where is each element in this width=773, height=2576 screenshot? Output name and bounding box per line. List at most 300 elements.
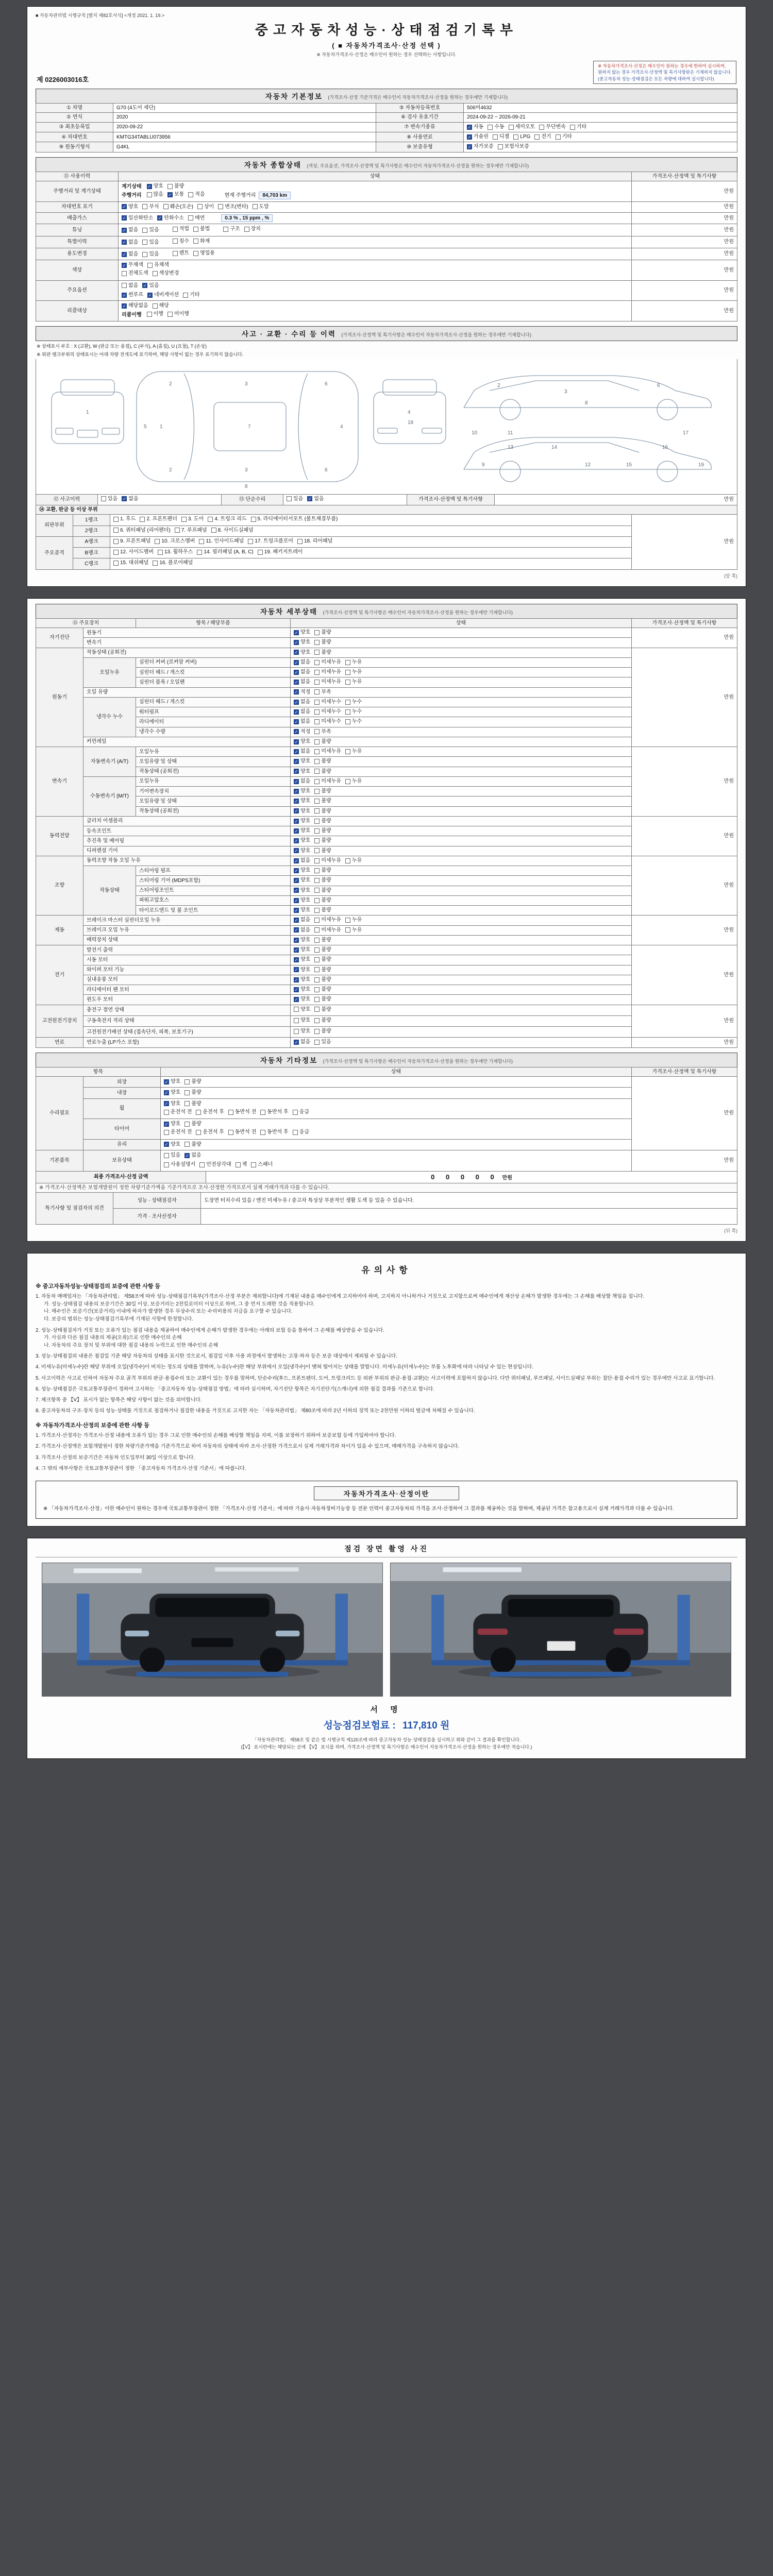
checkbox-checked[interactable]: ✓ — [122, 293, 126, 298]
checkbox-unchecked[interactable] — [228, 1130, 233, 1135]
checkbox-unchecked[interactable] — [345, 700, 350, 705]
checkbox-unchecked[interactable] — [345, 660, 350, 665]
checkbox-unchecked[interactable] — [314, 729, 320, 734]
checkbox-unchecked[interactable] — [211, 528, 216, 533]
checkbox-unchecked[interactable] — [314, 759, 320, 764]
checkbox-label: 전기 — [541, 134, 551, 140]
checkbox-unchecked[interactable] — [193, 239, 198, 244]
checkbox-unchecked[interactable] — [513, 134, 518, 140]
checkbox-label: 불량 — [321, 828, 331, 834]
checkbox-option — [147, 183, 163, 190]
checkbox-unchecked[interactable] — [184, 1090, 190, 1095]
checkbox-label: 14. 필러패널 (A, B, C) — [204, 549, 254, 555]
checkbox-checked[interactable]: ✓ — [294, 898, 298, 903]
checkbox-groups — [122, 262, 182, 269]
checkbox-unchecked[interactable] — [314, 898, 320, 903]
checkbox-checked[interactable]: ✓ — [122, 240, 126, 245]
checkbox-unchecked[interactable] — [314, 630, 320, 635]
checkbox-checked[interactable]: ✓ — [143, 283, 147, 289]
checkbox-checked[interactable]: ✓ — [467, 125, 472, 130]
checkbox-groups — [294, 719, 375, 725]
checkbox-unchecked[interactable] — [184, 1122, 190, 1127]
checkbox-checked[interactable]: ✓ — [294, 878, 298, 884]
notice-item — [36, 1454, 737, 1462]
checkbox-unchecked[interactable] — [314, 680, 320, 685]
checkbox-unchecked[interactable] — [293, 1130, 298, 1135]
checkbox-unchecked[interactable] — [260, 1110, 265, 1115]
overall-row — [36, 236, 737, 248]
field-value: 2020 — [113, 113, 376, 123]
checkbox-label: 불량 — [191, 1079, 201, 1085]
line-prefix: 주행거리 — [122, 192, 142, 198]
option-group — [294, 758, 335, 765]
checkbox-option — [314, 1028, 331, 1035]
checkbox-label: 불량 — [321, 1028, 331, 1035]
checkbox-unchecked[interactable] — [570, 125, 575, 130]
checkbox-checked[interactable]: ✓ — [294, 819, 298, 824]
signature-note: (【V】 표시란에는 해당되는 곳에 【V】 표시를 하며, 가격조사·산정액 및 특기사항은 매수인이 자동차가격조사·산정을 원하는 경우에만 적습니다.) — [241, 1744, 532, 1750]
overall-row — [36, 301, 737, 321]
checkbox-unchecked[interactable] — [314, 977, 320, 982]
field-label: ⑧ 사용연료 — [376, 132, 464, 142]
checkbox-unchecked[interactable] — [184, 1079, 190, 1084]
checkbox-unchecked[interactable] — [253, 204, 258, 209]
checkbox-option — [244, 226, 261, 233]
checkbox-checked[interactable]: ✓ — [467, 145, 472, 150]
field-label: ⑥ 검사 유효기간 — [376, 113, 464, 123]
checkbox-option — [211, 527, 254, 534]
checkbox-unchecked[interactable] — [294, 1029, 299, 1034]
checkbox-option — [184, 1089, 201, 1096]
checkbox-unchecked[interactable] — [173, 239, 178, 244]
checkbox-unchecked[interactable] — [314, 908, 320, 913]
checkbox-checked[interactable]: ✓ — [164, 1079, 169, 1084]
checkbox-label: 불량 — [191, 1100, 201, 1107]
checkbox-unchecked[interactable] — [314, 957, 320, 962]
checkbox-unchecked[interactable] — [488, 125, 493, 130]
state-cell — [291, 816, 632, 826]
item-label: 작동상태 (공회전) — [136, 767, 291, 776]
checkbox-unchecked[interactable] — [122, 271, 127, 276]
price-cell: 만원 — [632, 224, 737, 236]
checkbox-label: 불량 — [321, 897, 331, 903]
checkbox-unchecked[interactable] — [314, 689, 320, 694]
checkbox-groups — [294, 1040, 345, 1045]
checkbox-unchecked[interactable] — [345, 927, 350, 933]
item-label: 외장 — [83, 1077, 161, 1088]
checkbox-unchecked[interactable] — [155, 539, 160, 544]
checkbox-unchecked[interactable] — [197, 550, 202, 555]
checkbox-unchecked[interactable] — [314, 858, 320, 863]
checkbox-label: 양호 — [300, 907, 311, 913]
checkbox-unchecked[interactable] — [314, 987, 320, 992]
checkbox-option — [556, 133, 572, 141]
checkbox-unchecked[interactable] — [260, 1130, 265, 1135]
checkbox-checked[interactable]: ✓ — [294, 888, 298, 893]
history-label: 주행거리 및 계기상태 — [36, 181, 119, 202]
checkbox-unchecked[interactable] — [534, 134, 540, 140]
checkbox-unchecked[interactable] — [153, 561, 158, 566]
checkbox-unchecked[interactable] — [314, 927, 320, 933]
checkbox-checked[interactable]: ✓ — [147, 184, 151, 189]
checkbox-unchecked[interactable] — [196, 1130, 201, 1135]
price-cell: 만원 — [632, 1005, 737, 1038]
field-label: 가격조사·산정액 및 특기사항 — [407, 494, 495, 505]
field-label: ⑨ 원동기형식 — [36, 142, 113, 152]
field-label: ④ 차대번호 — [36, 132, 113, 142]
checkbox-unchecked[interactable] — [493, 134, 498, 140]
checkbox-label: 양호 — [300, 788, 311, 794]
checkbox-unchecked[interactable] — [314, 799, 320, 804]
checkbox-unchecked[interactable] — [199, 1162, 205, 1167]
sub-group-label: 자동변속기 (A/T) — [83, 747, 136, 777]
checkbox-unchecked[interactable] — [113, 517, 119, 522]
form-reference: ■ 자동차관리법 시행규칙 [별지 제82호서식] <개정 2021. 1. 19.> — [36, 13, 164, 18]
checkbox-unchecked[interactable] — [188, 192, 193, 197]
checkbox-checked[interactable]: ✓ — [294, 670, 298, 675]
document-subtitle: ( ■ 자동차가격조사·산정 선택 ) — [332, 42, 441, 49]
checkbox-label: 15. 대쉬패널 — [120, 560, 149, 566]
checkbox-unchecked[interactable] — [142, 204, 147, 209]
item-label: 휠 — [83, 1098, 161, 1119]
checkbox-unchecked[interactable] — [314, 838, 320, 843]
device-label: 제동 — [36, 916, 83, 945]
checkbox-checked[interactable]: ✓ — [164, 1142, 169, 1147]
checkbox-groups — [113, 518, 351, 523]
checkbox-checked[interactable]: ✓ — [294, 709, 298, 715]
checkbox-unchecked[interactable] — [314, 1029, 320, 1034]
notice-item — [36, 1293, 737, 1323]
checkbox-checked[interactable]: ✓ — [308, 497, 312, 502]
checkbox-unchecked[interactable] — [164, 1110, 169, 1115]
checkbox-unchecked[interactable] — [164, 1130, 169, 1135]
checkbox-unchecked[interactable] — [122, 283, 127, 288]
detail-row — [36, 1005, 737, 1015]
checkbox-unchecked[interactable] — [163, 204, 169, 209]
checkbox-checked[interactable]: ✓ — [122, 303, 126, 309]
checkbox-unchecked[interactable] — [294, 1018, 299, 1023]
checkbox-label: 스패너 — [258, 1162, 273, 1168]
checkbox-checked[interactable]: ✓ — [122, 216, 126, 221]
checkbox-checked[interactable]: ✓ — [294, 720, 298, 725]
checkbox-checked[interactable]: ✓ — [294, 938, 298, 943]
checkbox-checked[interactable]: ✓ — [122, 252, 126, 257]
state-cell — [291, 1038, 632, 1047]
checkbox-unchecked[interactable] — [314, 947, 320, 953]
checkbox-option — [193, 226, 210, 233]
checkbox-unchecked[interactable] — [314, 878, 320, 883]
checkbox-unchecked[interactable] — [228, 1110, 233, 1115]
checkbox-unchecked[interactable] — [153, 271, 158, 276]
checkbox-unchecked[interactable] — [251, 517, 256, 522]
section-note: (가격조사·산정액 및 특기사항은 매수인이 자동차가격조사·산정을 원하는 경우에만 기재합니다) — [323, 1058, 513, 1064]
svg-text:12: 12 — [585, 462, 591, 468]
checkbox-unchecked[interactable] — [287, 496, 292, 501]
checkbox-unchecked[interactable] — [153, 303, 158, 309]
checkbox-unchecked[interactable] — [101, 496, 106, 501]
checkbox-unchecked[interactable] — [314, 808, 320, 814]
checkbox-checked[interactable]: ✓ — [294, 947, 298, 953]
checkbox-unchecked[interactable] — [113, 561, 119, 566]
checkbox-label: 양호 — [300, 808, 311, 814]
checkbox-unchecked[interactable] — [183, 293, 188, 298]
option-group — [164, 1129, 313, 1136]
checkbox-checked[interactable]: ✓ — [164, 1101, 169, 1107]
checkbox-checked[interactable]: ✓ — [185, 1153, 189, 1158]
state-cell — [291, 776, 632, 786]
checkbox-checked[interactable]: ✓ — [168, 193, 172, 198]
checkbox-unchecked[interactable] — [258, 550, 263, 555]
checkbox-checked[interactable]: ✓ — [294, 779, 298, 784]
checkbox-unchecked[interactable] — [314, 1018, 320, 1023]
checkbox-checked[interactable]: ✓ — [294, 928, 298, 933]
checkbox-checked[interactable]: ✓ — [294, 690, 298, 695]
checkbox-checked[interactable]: ✓ — [294, 680, 298, 685]
suffix-value: 84,703 km — [259, 192, 291, 200]
checkbox-option — [164, 1129, 192, 1136]
checkbox-unchecked[interactable] — [314, 997, 320, 1002]
checkbox-groups — [164, 1100, 215, 1108]
checkbox-label: 도말 — [259, 204, 269, 210]
checkbox-label: 양호 — [300, 957, 311, 963]
checkbox-checked[interactable]: ✓ — [294, 789, 298, 794]
checkbox-unchecked[interactable] — [173, 227, 178, 232]
checkbox-option — [122, 215, 153, 222]
checkbox-unchecked[interactable] — [314, 670, 320, 675]
checkbox-unchecked[interactable] — [248, 539, 253, 544]
checkbox-checked[interactable]: ✓ — [294, 828, 298, 834]
checkbox-option — [294, 848, 310, 855]
checkbox-unchecked[interactable] — [184, 1142, 190, 1147]
checkbox-checked[interactable]: ✓ — [294, 799, 298, 804]
checkbox-option — [163, 204, 193, 211]
checkbox-checked[interactable]: ✓ — [294, 1040, 298, 1045]
checkbox-unchecked[interactable] — [314, 888, 320, 893]
checkbox-checked[interactable]: ✓ — [294, 700, 298, 705]
checkbox-unchecked[interactable] — [345, 709, 350, 715]
checkbox-unchecked[interactable] — [199, 539, 204, 544]
checkbox-unchecked[interactable] — [218, 204, 223, 209]
svg-text:2: 2 — [497, 382, 500, 388]
checkbox-unchecked[interactable] — [314, 967, 320, 972]
checkbox-unchecked[interactable] — [314, 719, 320, 724]
checkbox-unchecked[interactable] — [345, 858, 350, 863]
checkbox-label: LPG — [520, 134, 531, 140]
checkbox-unchecked[interactable] — [345, 918, 350, 923]
checkbox-label: 양호 — [300, 838, 311, 844]
rank-row — [36, 515, 737, 526]
checkbox-checked[interactable]: ✓ — [294, 759, 298, 765]
notice-text: 7. 체크항목 중 【V】 표시가 없는 항목은 해당 사항이 없는 것을 의미합니다. — [36, 1397, 202, 1403]
checkbox-groups — [294, 848, 345, 854]
checkbox-checked[interactable]: ✓ — [294, 839, 298, 844]
checkbox-unchecked[interactable] — [113, 550, 119, 555]
checkbox-checked[interactable]: ✓ — [294, 730, 298, 735]
checkbox-unchecked[interactable] — [314, 700, 320, 705]
checkbox-label: 5. 라디에이터서포트 (볼트체결부품) — [257, 516, 338, 522]
checkbox-unchecked[interactable] — [184, 1101, 190, 1106]
checkbox-checked[interactable]: ✓ — [467, 134, 472, 140]
checkbox-checked[interactable]: ✓ — [148, 293, 152, 298]
checkbox-unchecked[interactable] — [314, 779, 320, 784]
checkbox-unchecked[interactable] — [142, 240, 147, 245]
checkbox-checked[interactable]: ✓ — [294, 997, 298, 1003]
checkbox-groups — [294, 927, 375, 933]
checkbox-unchecked[interactable] — [147, 192, 152, 197]
checkbox-checked[interactable]: ✓ — [294, 739, 298, 744]
price-cell: 만원 — [632, 515, 737, 569]
checkbox-groups — [122, 250, 228, 258]
checkbox-unchecked[interactable] — [164, 1162, 169, 1167]
checkbox-label: 양호 — [300, 937, 311, 943]
checkbox-unchecked[interactable] — [142, 252, 147, 257]
state-cell — [119, 224, 632, 236]
checkbox-unchecked[interactable] — [167, 312, 173, 317]
checkbox-unchecked[interactable] — [314, 828, 320, 834]
checkbox-checked[interactable]: ✓ — [158, 216, 162, 221]
notice-text: 3. 성능·상태점검의 내용은 점검일 기준 해당 자동차의 상태를 표시한 것으로서, 점검일 이후 사용 과정에서 발생하는 고장·하자 등은 보증 대상에서 제외될 수 있습니다. — [36, 1353, 397, 1360]
checkbox-unchecked[interactable] — [158, 550, 163, 555]
option-group — [113, 516, 342, 523]
checkbox-unchecked[interactable] — [345, 719, 350, 724]
checkbox-unchecked[interactable] — [556, 134, 561, 140]
checkbox-unchecked[interactable] — [175, 528, 180, 533]
checkbox-unchecked[interactable] — [193, 227, 198, 232]
checkbox-unchecked[interactable] — [509, 125, 514, 130]
checkbox-unchecked[interactable] — [314, 739, 320, 744]
checkbox-unchecked[interactable] — [147, 263, 153, 268]
checkbox-checked[interactable]: ✓ — [294, 908, 298, 913]
checkbox-unchecked[interactable] — [164, 1153, 169, 1158]
checkbox-checked[interactable]: ✓ — [294, 868, 298, 873]
checkbox-unchecked[interactable] — [314, 819, 320, 824]
checkbox-checked[interactable]: ✓ — [294, 650, 298, 655]
checkbox-label: 양호 — [300, 987, 311, 993]
checkbox-unchecked[interactable] — [314, 868, 320, 873]
checkbox-option — [167, 183, 184, 190]
checkbox-option — [248, 538, 293, 545]
checkbox-checked[interactable]: ✓ — [294, 809, 298, 814]
checkbox-checked[interactable]: ✓ — [294, 630, 298, 635]
checkbox-option — [294, 937, 310, 944]
checkbox-unchecked[interactable] — [314, 660, 320, 665]
option-group — [467, 133, 576, 141]
checkbox-unchecked[interactable] — [498, 144, 503, 149]
checkbox-unchecked[interactable] — [314, 848, 320, 853]
checkbox-checked[interactable]: ✓ — [294, 858, 298, 863]
option-group — [294, 877, 335, 884]
checkbox-unchecked[interactable] — [345, 680, 350, 685]
checkbox-checked[interactable]: ✓ — [294, 918, 298, 923]
checkbox-unchecked[interactable] — [167, 184, 173, 189]
state-line — [122, 269, 628, 279]
checkbox-checked[interactable]: ✓ — [294, 977, 298, 982]
checkbox-unchecked[interactable] — [208, 517, 213, 522]
checkbox-checked[interactable]: ✓ — [294, 968, 298, 973]
checkbox-unchecked[interactable] — [181, 517, 187, 522]
checkbox-unchecked[interactable] — [314, 640, 320, 645]
checkbox-unchecked[interactable] — [345, 670, 350, 675]
checkbox-checked[interactable]: ✓ — [122, 205, 126, 210]
checkbox-unchecked[interactable] — [147, 312, 152, 317]
checkbox-checked[interactable]: ✓ — [294, 660, 298, 665]
notice-text: 2. 가격조사·산정액은 보험개발원이 정한 차량기준가액을 기준가격으로 하여 자동차의 상태에 따라 조사·산정한 가격으로서 실제 거래가격과 차이가 있을 수 있으며, 매매가격을 구속하지 않습니다. — [36, 1444, 460, 1450]
checkbox-unchecked[interactable] — [314, 650, 320, 655]
checkbox-checked[interactable]: ✓ — [294, 987, 298, 992]
checkbox-checked[interactable]: ✓ — [294, 849, 298, 854]
checkbox-checked[interactable]: ✓ — [294, 749, 298, 754]
checkbox-unchecked[interactable] — [314, 709, 320, 715]
checkbox-groups — [113, 562, 206, 567]
checkbox-unchecked[interactable] — [293, 1110, 298, 1115]
checkbox-checked[interactable]: ✓ — [164, 1091, 169, 1096]
checkbox-checked[interactable]: ✓ — [294, 640, 298, 646]
checkbox-unchecked[interactable] — [345, 749, 350, 754]
checkbox-unchecked[interactable] — [188, 215, 193, 221]
checkbox-option — [314, 669, 341, 676]
checkbox-unchecked[interactable] — [294, 1007, 299, 1012]
checkbox-unchecked[interactable] — [113, 539, 119, 544]
checkbox-checked[interactable]: ✓ — [294, 958, 298, 963]
checkbox-unchecked[interactable] — [314, 769, 320, 774]
checkbox-option — [294, 927, 310, 934]
checkbox-unchecked[interactable] — [314, 1007, 320, 1012]
checkbox-unchecked[interactable] — [197, 204, 203, 209]
item-label: 오일 유량 — [83, 687, 291, 697]
checkbox-unchecked[interactable] — [196, 1110, 201, 1115]
checkbox-unchecked[interactable] — [223, 227, 228, 232]
checkbox-label: 부식 — [149, 204, 159, 210]
final-price-label: 최종 가격조사·산정 금액 — [36, 1172, 206, 1183]
checkbox-unchecked[interactable] — [173, 251, 178, 256]
checkbox-checked[interactable]: ✓ — [294, 769, 298, 774]
checkbox-unchecked[interactable] — [244, 227, 249, 232]
checkbox-unchecked[interactable] — [297, 539, 303, 544]
checkbox-unchecked[interactable] — [314, 918, 320, 923]
checkbox-option — [193, 250, 215, 257]
checkbox-checked[interactable]: ✓ — [122, 228, 126, 233]
checkbox-checked[interactable]: ✓ — [164, 1122, 169, 1127]
state-cell — [291, 747, 632, 757]
checkbox-unchecked[interactable] — [314, 938, 320, 943]
checkbox-unchecked[interactable] — [236, 1162, 241, 1167]
field-label: ③ 최초등록일 — [36, 122, 113, 132]
checkbox-unchecked[interactable] — [142, 228, 147, 233]
checkbox-unchecked[interactable] — [193, 251, 198, 256]
checkbox-unchecked[interactable] — [314, 1040, 320, 1045]
checkbox-label: 양호 — [300, 649, 311, 655]
checkbox-groups — [147, 191, 219, 199]
option-group — [294, 897, 335, 904]
basic-row — [36, 132, 737, 142]
checkbox-checked[interactable]: ✓ — [122, 263, 126, 268]
checkbox-label: 누유 — [351, 749, 362, 755]
checkbox-unchecked[interactable] — [314, 789, 320, 794]
checkbox-unchecked[interactable] — [314, 749, 320, 754]
checkbox-unchecked[interactable] — [113, 528, 119, 533]
column-header: 항목 — [36, 1067, 161, 1077]
checkbox-unchecked[interactable] — [345, 779, 350, 784]
checkbox-option — [314, 907, 331, 914]
checkbox-label: 2. 프론트펜더 — [146, 516, 177, 522]
checkbox-label: 불량 — [191, 1141, 201, 1147]
svg-text:6: 6 — [657, 382, 660, 388]
checkbox-unchecked[interactable] — [140, 517, 145, 522]
checkbox-checked[interactable]: ✓ — [122, 497, 126, 502]
checkbox-unchecked[interactable] — [251, 1162, 256, 1167]
checkbox-unchecked[interactable] — [539, 125, 544, 130]
svg-text:8: 8 — [245, 483, 248, 489]
